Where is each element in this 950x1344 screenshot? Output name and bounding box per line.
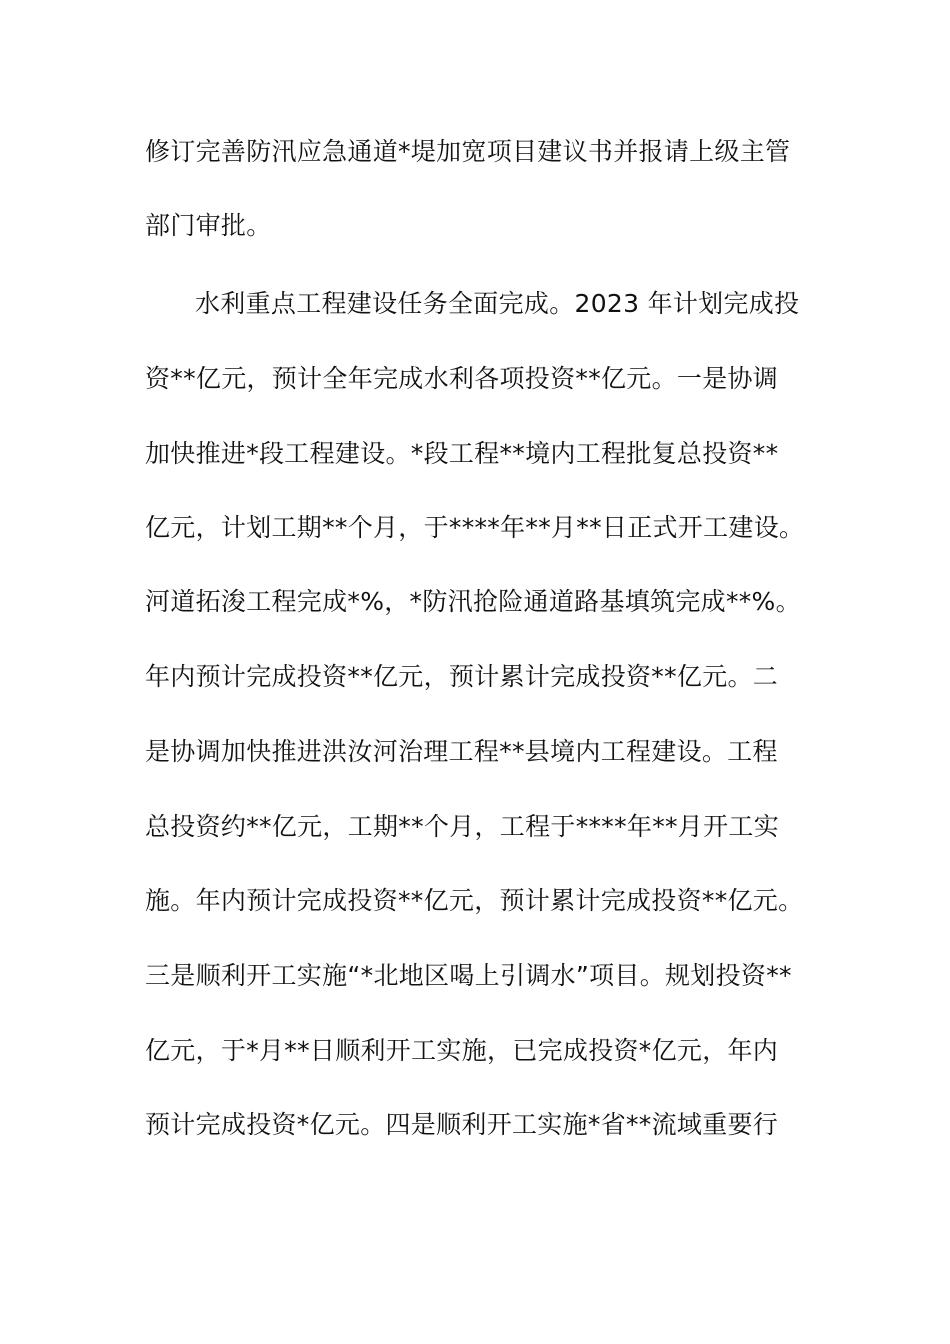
text-line: 修订完善防汛应急通道*堤加宽项目建议书并报请上级主管 [145, 137, 791, 166]
text-line: 是协调加快推进洪汝河治理工程**县境内工程建设。工程 [145, 737, 778, 766]
paragraph-first-line: 水利重点工程建设任务全面完成。2023 年计划完成投 [195, 289, 800, 318]
text-line: 部门审批。 [145, 211, 272, 240]
text-line: 资**亿元，预计全年完成水利各项投资**亿元。一是协调 [145, 364, 779, 393]
text-line: 总投资约**亿元，工期**个月，工程于****年**月开工实 [145, 812, 780, 841]
text-line: 三是顺利开工实施“*北地区喝上引调水”项目。规划投资** [145, 961, 792, 990]
text-line: 亿元，于*月**日顺利开工实施，已完成投资*亿元，年内 [145, 1036, 779, 1065]
text-line: 河道拓浚工程完成*%，*防汛抢险通道路基填筑完成**%。 [145, 587, 801, 616]
text-line: 施。年内预计完成投资**亿元，预计累计完成投资**亿元。 [145, 886, 804, 915]
text-line: 年内预计完成投资**亿元，预计累计完成投资**亿元。二 [145, 662, 779, 691]
text-line: 预计完成投资*亿元。四是顺利开工实施*省**流域重要行 [145, 1110, 779, 1139]
text-line: 亿元，计划工期**个月，于****年**月**日正式开工建设。 [145, 513, 805, 542]
text-line: 加快推进*段工程建设。*段工程**境内工程批复总投资** [145, 439, 779, 468]
